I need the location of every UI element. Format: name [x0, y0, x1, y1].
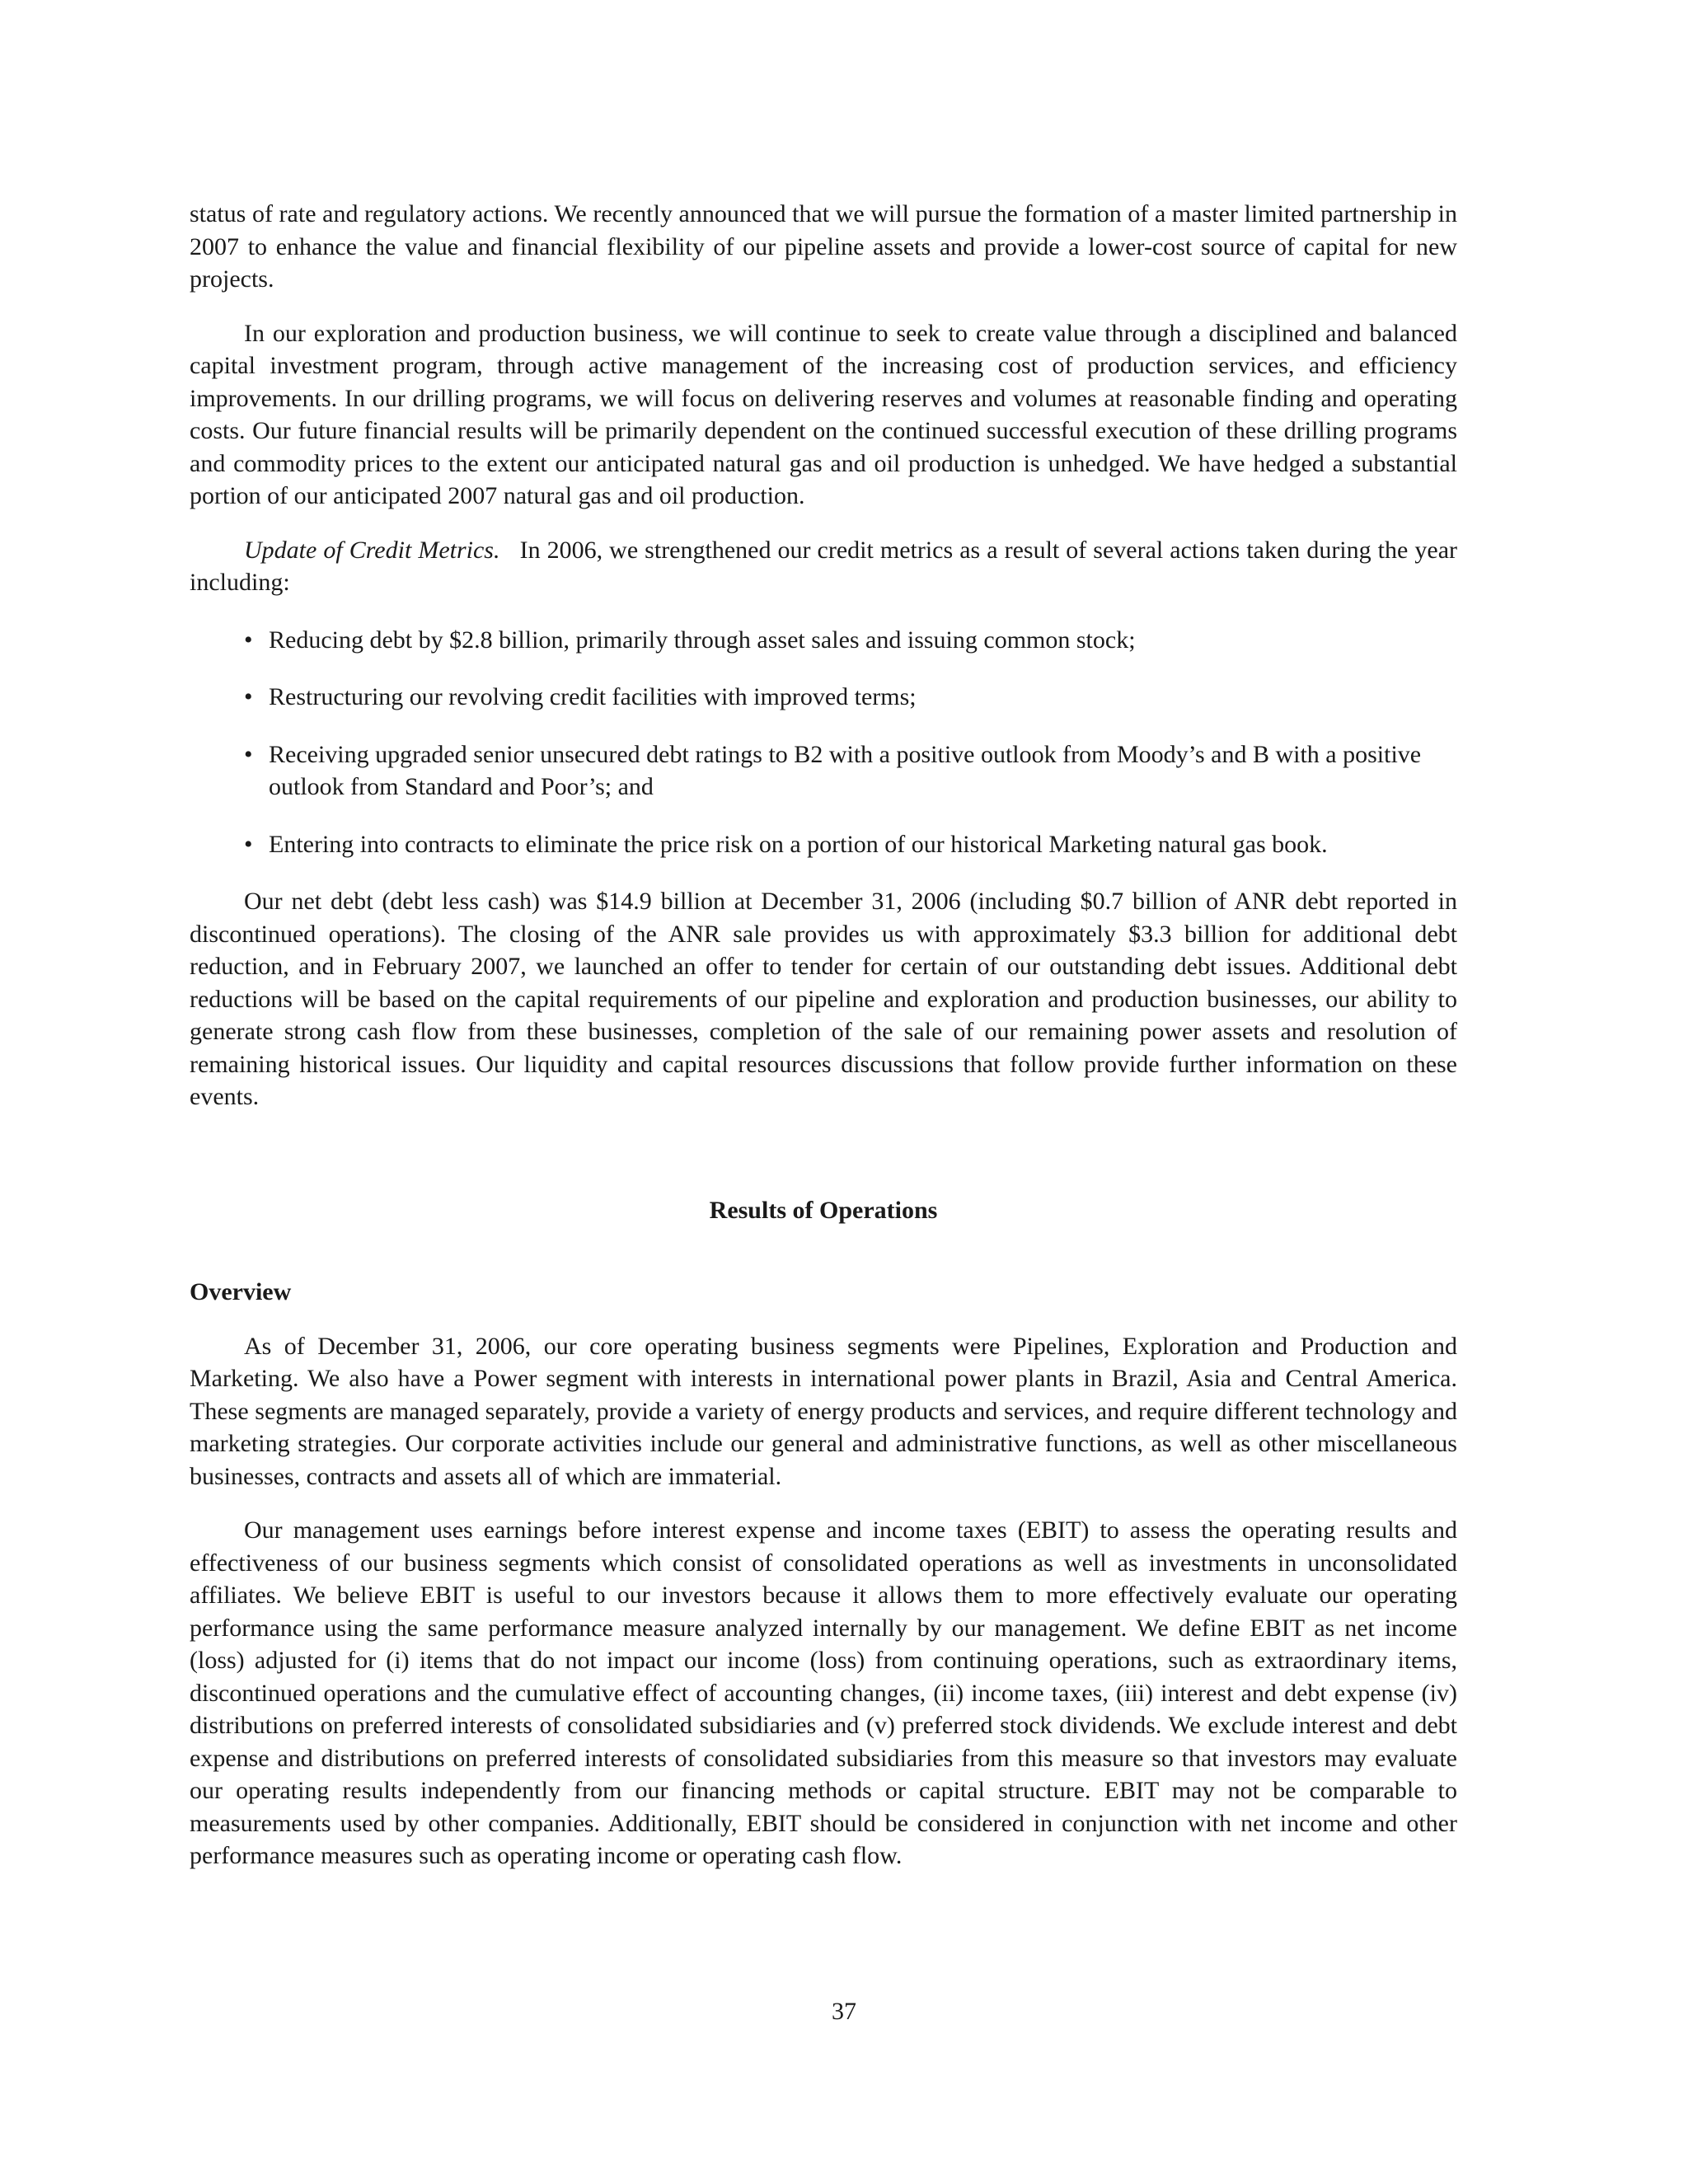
- subsection-heading: Overview: [190, 1278, 292, 1305]
- list-item-text: Reducing debt by $2.8 billion, primarily through asset sales and issuing common stock;: [269, 626, 1136, 654]
- bullet-icon: •: [244, 683, 253, 710]
- credit-metrics-body: In 2006, we strengthened our credit metrics as a result of several actions taken during the year including:: [190, 536, 1457, 596]
- paragraph-ebit: Our management uses earnings before interest expense and income taxes (EBIT) to assess the operating results and effectiveness of our business segments which consist of consolidated operations as well as investments in unconsolidated affiliates. We believe EBIT is useful to our investors because it allows them to more effectively evaluate our operating performance using the same performance measure analyzed internally by our management. We define EBIT as net income (loss) adjusted for (i) items that do not impact our income (loss) from continuing operations, such as extraordinary items, discontinued operations and the cumulative effect of accounting changes, (ii) income taxes, (iii) interest and debt expense (iv) distributions on preferred interests of consolidated subsidiaries and (v) preferred stock dividends. We exclude interest and debt expense and distributions on preferred interests of consolidated subsidiaries from this measure so that investors may evaluate our operating results independently from our financing methods or capital structure. EBIT may not be comparable to measurements used by other companies. Additionally, EBIT should be considered in conjunction with net income and other performance measures such as operating income or operating cash flow.: [190, 1516, 1457, 1869]
- paragraph-net-debt: Our net debt (debt less cash) was $14.9 billion at December 31, 2006 (including $0.7 billion of ANR debt reported in discontinued operations). The closing of the ANR sale provides us with approximately $3.3 billion for additional debt reduction, and in February 2007, we launched an offer to tender for certain of our outstanding debt issues. Additional debt reductions will be based on the capital requirements of our pipeline and exploration and production businesses, our ability to generate strong cash flow from these businesses, completion of the sale of our remaining power assets and resolution of remaining historical issues. Our liquidity and capital resources discussions that follow provide further information on these events.: [190, 888, 1457, 1110]
- list-item: [190, 681, 1457, 714]
- paragraph-overview-segments: As of December 31, 2006, our core operating business segments were Pipelines, Exploration and Production and Marketing. We also have a Power segment with interests in international power plants in Brazil, Asia and Central America. These segments are managed separately, provide a variety of energy products and services, and require different technology and marketing strategies. Our corporate activities include our general and administrative functions, as well as other miscellaneous businesses, contracts and assets all of which are immaterial.: [190, 1332, 1457, 1490]
- bullet-icon: •: [244, 830, 253, 858]
- list-item-text: Receiving upgraded senior unsecured debt ratings to B2 with a positive outlook from Moody’s and B with a positive outlook from Standard and Poor’s; and: [269, 740, 1422, 800]
- paragraph-exploration-production: In our exploration and production business, we will continue to seek to create value through a disciplined and balanced capital investment program, through active management of the increasing cost of production services, and efficiency improvements. In our drilling programs, we will focus on delivering reserves and volumes at reasonable finding and operating costs. Our future financial results will be primarily dependent on the continued successful execution of these drilling programs and commodity prices to the extent our anticipated natural gas and oil production is unhedged. We have hedged a substantial portion of our anticipated 2007 natural gas and oil production.: [190, 319, 1457, 509]
- bullet-icon: •: [244, 626, 253, 654]
- bullet-icon: •: [244, 740, 253, 768]
- document-page: [190, 198, 1457, 1872]
- credit-actions-list: [190, 624, 1457, 861]
- list-item: [190, 738, 1457, 804]
- list-item-text: Restructuring our revolving credit facilities with improved terms;: [269, 683, 917, 710]
- credit-metrics-lead: Update of Credit Metrics.: [244, 536, 500, 564]
- list-item-text: Entering into contracts to eliminate the price risk on a portion of our historical Marketing natural gas book.: [269, 830, 1328, 858]
- paragraph-rate-actions: status of rate and regulatory actions. We recently announced that we will pursue the formation of a master limited partnership in 2007 to enhance the value and financial flexibility of our pipeline assets and provide a lower-cost source of capital for new projects.: [190, 200, 1457, 293]
- list-item: [190, 624, 1457, 657]
- page-number: 37: [832, 1998, 856, 2025]
- section-heading: Results of Operations: [709, 1196, 938, 1224]
- paragraph-credit-metrics: [190, 534, 1457, 599]
- list-item: [190, 828, 1457, 861]
